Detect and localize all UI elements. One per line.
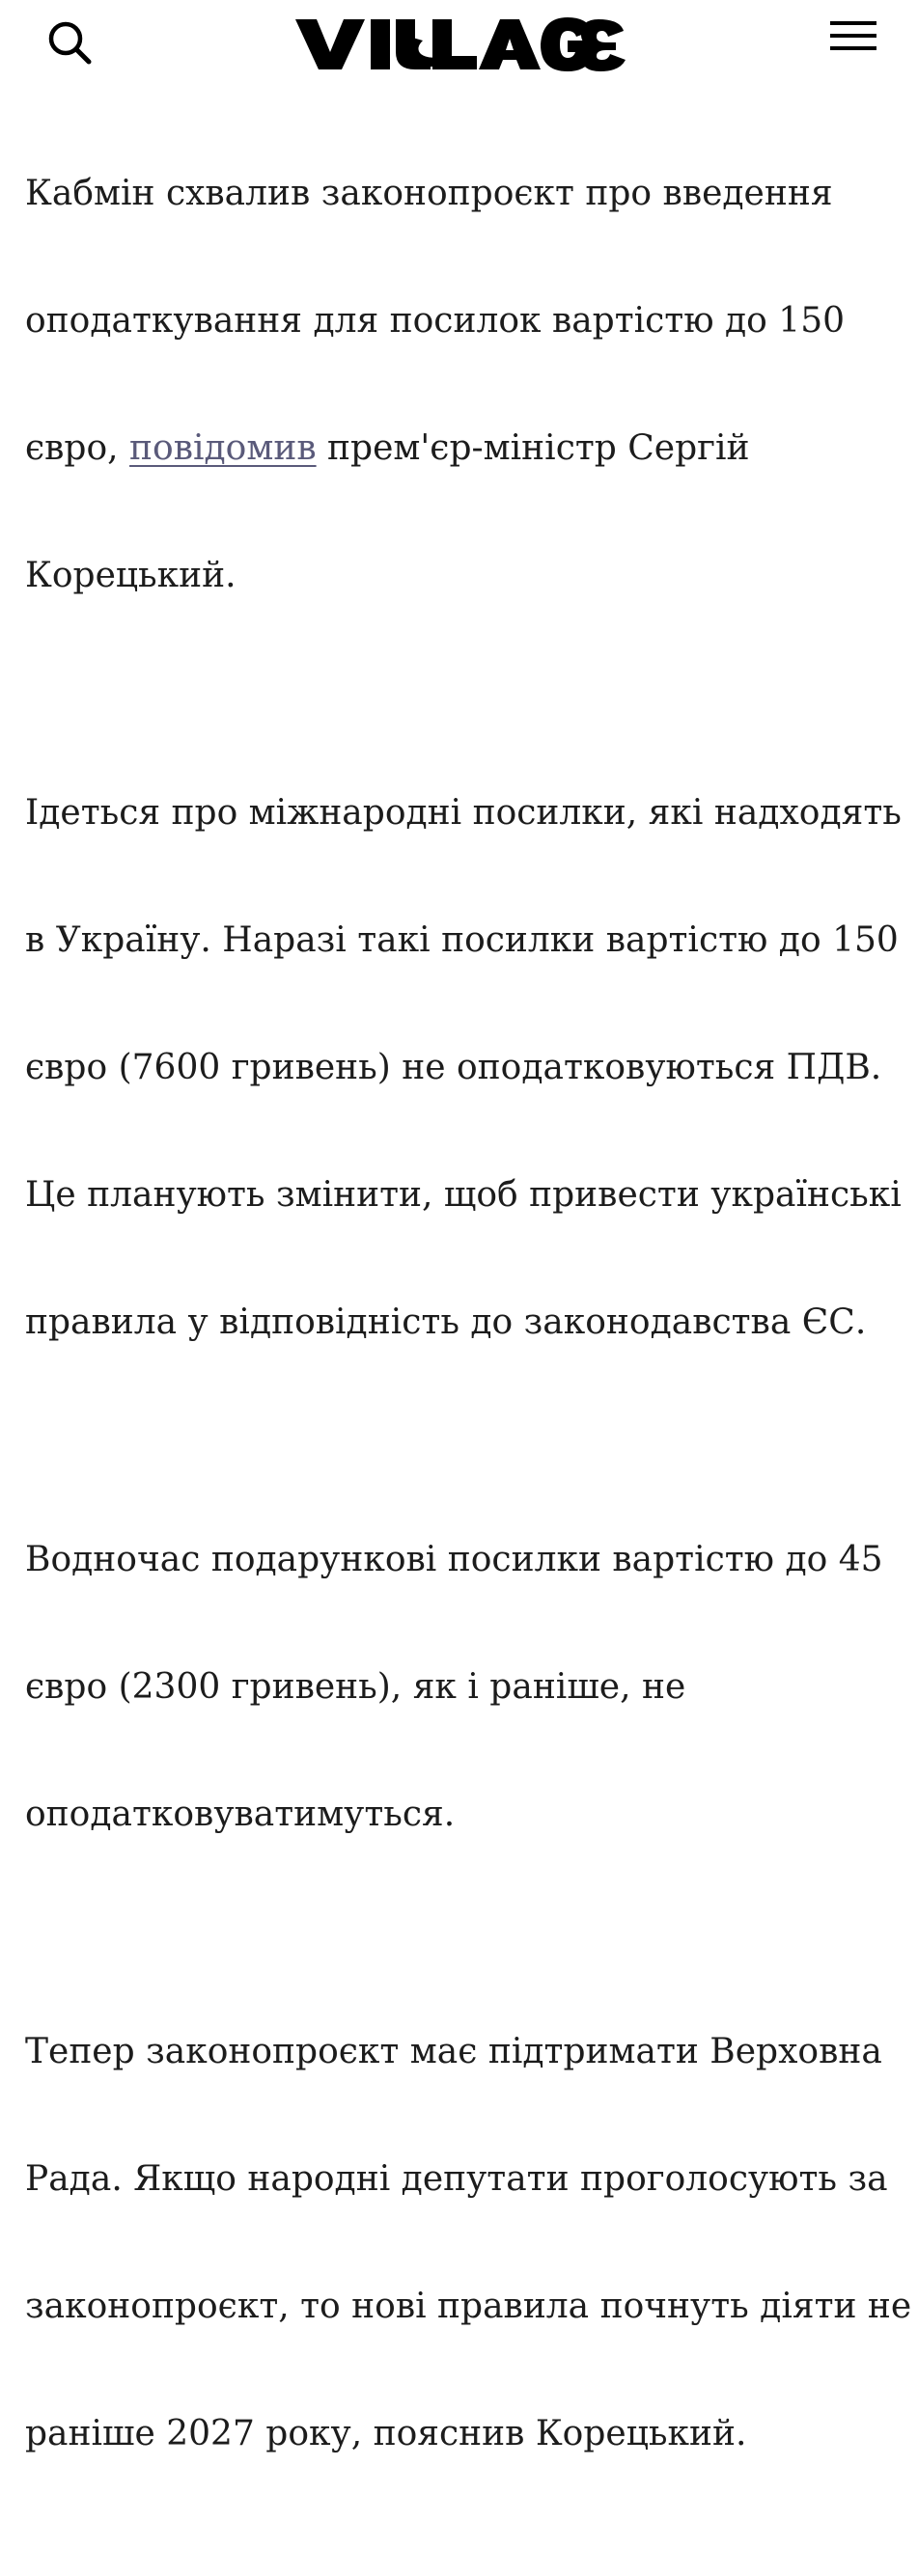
paragraph-2 [25, 718, 902, 1418]
paragraph-line: Це планують змінити, щоб привести українські [25, 1175, 902, 1215]
paragraph-line: оподаткування для посилок вартістю до 150 [25, 301, 846, 341]
paragraph-1 [25, 98, 899, 671]
paragraph-line: законопроєкт, то нові правила почнуть діяти не [25, 2287, 912, 2326]
paragraph-line: Ідеться про міжнародні посилки, які надходять [25, 793, 902, 833]
paragraph-4 [25, 1957, 912, 2530]
paragraph-3 [25, 1465, 899, 1910]
paragraph-line [25, 417, 899, 480]
paragraph-line: Корецький. [25, 556, 236, 595]
site-header [0, 0, 918, 87]
text-segment: прем'єр-міністр Сергій [316, 428, 750, 468]
site-logo[interactable] [288, 10, 626, 75]
paragraph-line: Водночас подарункові посилки вартістю до 45 [25, 1540, 883, 1579]
source-link[interactable]: повідомив [129, 428, 317, 468]
paragraph-line: євро (2300 гривень), як і раніше, не [25, 1667, 686, 1707]
paragraph-line: Тепер законопроєкт має підтримати Верховна [25, 2032, 882, 2071]
paragraph-line: правила у відповідність до законодавства ЄС. [25, 1302, 867, 1342]
search-icon [41, 15, 98, 69]
article-body [25, 98, 912, 2576]
paragraph-line: Кабмін схвалив законопроєкт про введення [25, 174, 833, 213]
paragraph-line: в Україну. Наразі такі посилки вартістю до 150 [25, 920, 899, 960]
menu-button[interactable] [822, 14, 886, 58]
paragraph-line: Рада. Якщо народні депутати проголосують за [25, 2159, 888, 2199]
text-segment: євро, [25, 428, 130, 468]
paragraph-line: раніше 2027 року, пояснив Корецький. [25, 2414, 747, 2453]
search-button[interactable] [41, 15, 98, 69]
paragraph-line: євро (7600 гривень) не оподатковуються ПДВ. [25, 1048, 882, 1087]
paragraph-line: оподатковуватимуться. [25, 1795, 456, 1834]
hamburger-menu-icon [822, 14, 886, 58]
